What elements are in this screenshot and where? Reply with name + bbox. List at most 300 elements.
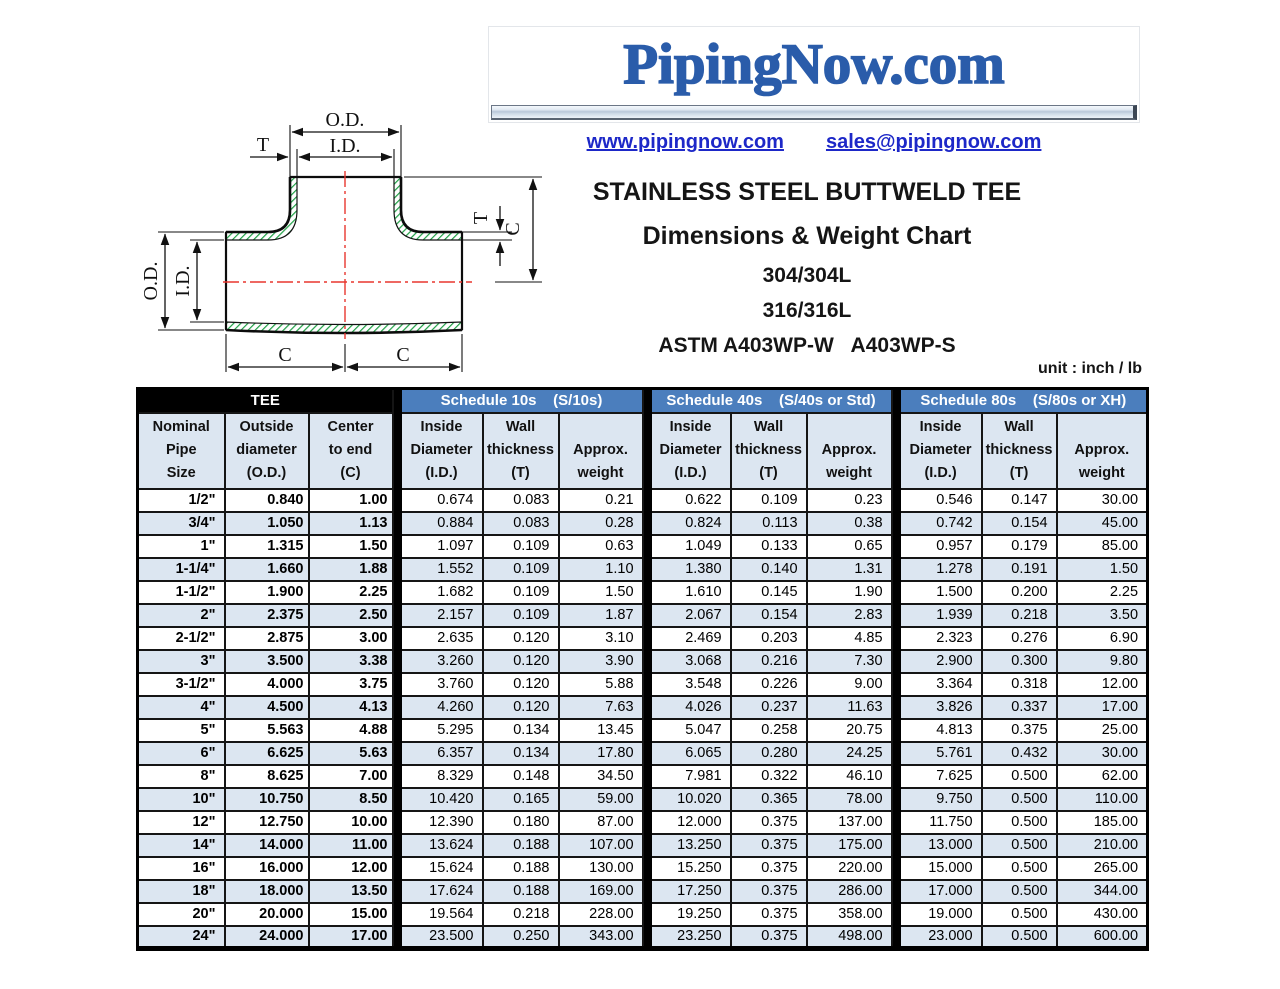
cell-weight-10s: 1.50: [559, 581, 643, 604]
cell-id-10s: 13.624: [401, 834, 483, 857]
col-header-line: Inside: [919, 418, 962, 435]
group-separator: [643, 413, 651, 489]
cell-weight-10s: 0.28: [559, 512, 643, 535]
group-separator: [892, 926, 900, 949]
cell-weight-40s: 20.75: [807, 719, 892, 742]
cell-weight-80s: 25.00: [1057, 719, 1148, 742]
group-separator: [393, 811, 401, 834]
cell-weight-80s: 62.00: [1057, 765, 1148, 788]
cell-id-80s: 17.000: [900, 880, 982, 903]
cell-wall-80s: 0.147: [982, 489, 1057, 512]
cell-weight-80s: 600.00: [1057, 926, 1148, 949]
cell-weight-10s: 13.45: [559, 719, 643, 742]
cell-id-40s: 2.067: [651, 604, 731, 627]
cell-wall-80s: 0.500: [982, 857, 1057, 880]
group-separator: [892, 389, 900, 413]
cell-outside-diameter: 12.750: [225, 811, 309, 834]
col-header-line: Diameter: [909, 441, 972, 458]
col-header-line: [560, 416, 642, 439]
cell-weight-80s: 30.00: [1057, 489, 1148, 512]
col-header-wall-40s: [731, 413, 807, 489]
cell-id-80s: 0.742: [900, 512, 982, 535]
group-separator: [643, 765, 651, 788]
cell-wall-10s: 0.180: [483, 811, 559, 834]
group-separator: [393, 535, 401, 558]
col-header-line: Diameter: [659, 441, 722, 458]
cell-center-to-end: 3.00: [309, 627, 393, 650]
cell-wall-40s: 0.375: [731, 857, 807, 880]
col-header-line: diameter: [236, 441, 297, 458]
cell-nominal-size: 24": [138, 926, 225, 949]
cell-center-to-end: 15.00: [309, 903, 393, 926]
cell-id-80s: 7.625: [900, 765, 982, 788]
group-separator: [643, 742, 651, 765]
group-separator: [393, 926, 401, 949]
cell-nominal-size: 14": [138, 834, 225, 857]
cell-nominal-size: 3/4": [138, 512, 225, 535]
dim-label-c-right: C: [502, 222, 524, 236]
cell-id-80s: 3.826: [900, 696, 982, 719]
cell-outside-diameter: 5.563: [225, 719, 309, 742]
group-separator: [892, 512, 900, 535]
cell-wall-80s: 0.337: [982, 696, 1057, 719]
group-separator: [643, 696, 651, 719]
group-header-sch40s: Schedule 40s (S/40s or Std): [651, 389, 892, 413]
group-header-sch10s: Schedule 10s (S/10s): [401, 389, 643, 413]
group-separator: [892, 489, 900, 512]
cell-weight-10s: 228.00: [559, 903, 643, 926]
cell-id-40s: 23.250: [651, 926, 731, 949]
cell-weight-40s: 4.85: [807, 627, 892, 650]
cell-id-80s: 23.000: [900, 926, 982, 949]
cell-weight-80s: 6.90: [1057, 627, 1148, 650]
cell-weight-40s: 9.00: [807, 673, 892, 696]
col-header-line: weight: [826, 464, 872, 481]
cell-id-40s: 19.250: [651, 903, 731, 926]
cell-weight-10s: 59.00: [559, 788, 643, 811]
cell-wall-10s: 0.120: [483, 650, 559, 673]
cell-center-to-end: 11.00: [309, 834, 393, 857]
wall-hatch-top-right: [394, 177, 462, 240]
cell-center-to-end: 5.63: [309, 742, 393, 765]
cell-id-10s: 0.674: [401, 489, 483, 512]
group-separator: [892, 558, 900, 581]
col-header-line: Nominal: [152, 418, 210, 435]
col-header-line: Size: [166, 464, 196, 481]
cell-weight-40s: 78.00: [807, 788, 892, 811]
cell-center-to-end: 2.25: [309, 581, 393, 604]
cell-weight-80s: 185.00: [1057, 811, 1148, 834]
cell-outside-diameter: 4.500: [225, 696, 309, 719]
col-header-line: (T): [1009, 464, 1029, 481]
cell-weight-40s: 1.90: [807, 581, 892, 604]
cell-weight-10s: 107.00: [559, 834, 643, 857]
table-row: [138, 627, 1148, 650]
cell-center-to-end: 1.00: [309, 489, 393, 512]
cell-wall-10s: 0.120: [483, 673, 559, 696]
cell-outside-diameter: 6.625: [225, 742, 309, 765]
col-header-outside-diameter: [225, 413, 309, 489]
col-header-line: Approx.: [821, 441, 877, 458]
cell-weight-40s: 220.00: [807, 857, 892, 880]
cell-wall-80s: 0.500: [982, 811, 1057, 834]
group-separator: [393, 604, 401, 627]
cell-outside-diameter: 3.500: [225, 650, 309, 673]
cell-id-10s: 8.329: [401, 765, 483, 788]
cell-outside-diameter: 8.625: [225, 765, 309, 788]
group-separator: [643, 389, 651, 413]
cell-outside-diameter: 1.315: [225, 535, 309, 558]
cell-wall-40s: 0.365: [731, 788, 807, 811]
cell-weight-10s: 3.10: [559, 627, 643, 650]
astm-spec: ASTM A403WP-W A403WP-S: [658, 334, 956, 357]
cell-weight-80s: 45.00: [1057, 512, 1148, 535]
cell-nominal-size: 5": [138, 719, 225, 742]
cell-id-80s: 5.761: [900, 742, 982, 765]
col-header-line: (I.D.): [924, 464, 957, 481]
cell-id-80s: 19.000: [900, 903, 982, 926]
cell-nominal-size: 18": [138, 880, 225, 903]
cell-nominal-size: 6": [138, 742, 225, 765]
table-row: [138, 880, 1148, 903]
group-separator: [393, 765, 401, 788]
col-header-id-80s: [900, 413, 982, 489]
group-separator: [892, 903, 900, 926]
table-row: [138, 489, 1148, 512]
group-separator: [643, 926, 651, 949]
group-separator: [892, 811, 900, 834]
email-link[interactable]: sales@pipingnow.com: [825, 131, 1042, 153]
group-separator: [393, 742, 401, 765]
cell-weight-10s: 1.10: [559, 558, 643, 581]
cell-wall-40s: 0.322: [731, 765, 807, 788]
table-row: [138, 788, 1148, 811]
group-separator: [892, 650, 900, 673]
col-header-wall-80s: [982, 413, 1057, 489]
cell-nominal-size: 8": [138, 765, 225, 788]
cell-nominal-size: 2": [138, 604, 225, 627]
cell-wall-40s: 0.375: [731, 926, 807, 949]
table-row: [138, 558, 1148, 581]
cell-outside-diameter: 4.000: [225, 673, 309, 696]
group-separator: [393, 696, 401, 719]
cell-id-80s: 0.957: [900, 535, 982, 558]
col-header-wall-10s: [483, 413, 559, 489]
cell-weight-10s: 0.21: [559, 489, 643, 512]
cell-id-40s: 0.824: [651, 512, 731, 535]
cell-weight-40s: 46.10: [807, 765, 892, 788]
cell-center-to-end: 10.00: [309, 811, 393, 834]
cell-wall-10s: 0.120: [483, 627, 559, 650]
col-header-line: thickness: [735, 441, 802, 458]
cell-center-to-end: 2.50: [309, 604, 393, 627]
cell-outside-diameter: 2.875: [225, 627, 309, 650]
dimensions-weight-table: [136, 387, 1149, 951]
cell-nominal-size: 4": [138, 696, 225, 719]
cell-id-40s: 0.622: [651, 489, 731, 512]
group-separator: [643, 627, 651, 650]
group-separator: [393, 581, 401, 604]
cell-id-10s: 1.682: [401, 581, 483, 604]
table-row: [138, 742, 1148, 765]
cell-id-10s: 0.884: [401, 512, 483, 535]
dim-label-id-top: I.D.: [329, 135, 361, 157]
cell-wall-80s: 0.500: [982, 765, 1057, 788]
cell-weight-40s: 1.31: [807, 558, 892, 581]
table-row: [138, 811, 1148, 834]
cell-weight-40s: 0.65: [807, 535, 892, 558]
cell-id-40s: 13.250: [651, 834, 731, 857]
cell-weight-40s: 0.23: [807, 489, 892, 512]
group-separator: [892, 834, 900, 857]
cell-weight-10s: 0.63: [559, 535, 643, 558]
cell-wall-80s: 0.432: [982, 742, 1057, 765]
col-header-line: thickness: [985, 441, 1053, 458]
cell-wall-80s: 0.500: [982, 788, 1057, 811]
col-header-line: (C): [340, 464, 361, 481]
table-row: [138, 903, 1148, 926]
table-row: [138, 673, 1148, 696]
cell-weight-80s: 30.00: [1057, 742, 1148, 765]
cell-wall-40s: 0.203: [731, 627, 807, 650]
col-header-line: (T): [759, 464, 778, 481]
cell-weight-10s: 1.87: [559, 604, 643, 627]
grade-304: 304/304L: [762, 264, 852, 287]
cell-wall-40s: 0.280: [731, 742, 807, 765]
column-header-row: [138, 413, 1148, 489]
group-separator: [393, 880, 401, 903]
cell-outside-diameter: 2.375: [225, 604, 309, 627]
cell-weight-80s: 265.00: [1057, 857, 1148, 880]
cell-id-40s: 7.981: [651, 765, 731, 788]
col-header-line: (I.D.): [425, 464, 458, 481]
tee-dimension-diagram: [140, 98, 560, 388]
col-header-line: Outside: [239, 418, 294, 435]
group-separator: [393, 788, 401, 811]
cell-id-10s: 23.500: [401, 926, 483, 949]
cell-wall-80s: 0.179: [982, 535, 1057, 558]
cell-id-10s: 1.552: [401, 558, 483, 581]
group-separator: [643, 581, 651, 604]
logo-text: PipingNow.com: [623, 33, 1005, 96]
cell-wall-10s: 0.109: [483, 581, 559, 604]
logo-box: [488, 26, 1140, 123]
dim-label-c-bottom-right: C: [396, 344, 410, 366]
cell-wall-40s: 0.375: [731, 834, 807, 857]
cell-weight-10s: 87.00: [559, 811, 643, 834]
col-header-line: Pipe: [165, 441, 197, 458]
cell-wall-40s: 0.375: [731, 880, 807, 903]
cell-wall-80s: 0.318: [982, 673, 1057, 696]
group-separator: [643, 604, 651, 627]
cell-wall-10s: 0.218: [483, 903, 559, 926]
cell-weight-10s: 130.00: [559, 857, 643, 880]
cell-weight-40s: 286.00: [807, 880, 892, 903]
col-header-line: weight: [577, 464, 624, 481]
cell-id-80s: 1.500: [900, 581, 982, 604]
group-separator: [393, 673, 401, 696]
cell-wall-40s: 0.145: [731, 581, 807, 604]
cell-nominal-size: 1": [138, 535, 225, 558]
cell-nominal-size: 10": [138, 788, 225, 811]
cell-outside-diameter: 1.900: [225, 581, 309, 604]
cell-id-40s: 15.250: [651, 857, 731, 880]
cell-center-to-end: 17.00: [309, 926, 393, 949]
group-separator: [643, 558, 651, 581]
group-separator: [643, 788, 651, 811]
cell-wall-40s: 0.113: [731, 512, 807, 535]
extension-lines: [158, 125, 542, 372]
group-separator: [393, 558, 401, 581]
dim-label-t-right: T: [470, 211, 492, 225]
col-header-id-10s: [401, 413, 483, 489]
group-separator: [393, 857, 401, 880]
cell-nominal-size: 1/2": [138, 489, 225, 512]
cell-wall-80s: 0.375: [982, 719, 1057, 742]
col-header-weight-10s: [559, 413, 643, 489]
tee-outline: [226, 177, 462, 333]
cell-center-to-end: 7.00: [309, 765, 393, 788]
col-header-line: Diameter: [410, 441, 473, 458]
grade-316: 316/316L: [762, 299, 852, 322]
cell-center-to-end: 1.13: [309, 512, 393, 535]
cell-wall-40s: 0.140: [731, 558, 807, 581]
dim-label-t-top: T: [256, 134, 270, 156]
cell-wall-40s: 0.375: [731, 811, 807, 834]
cell-weight-80s: 344.00: [1057, 880, 1148, 903]
cell-wall-40s: 0.258: [731, 719, 807, 742]
table-body: [138, 489, 1148, 949]
cell-wall-10s: 0.109: [483, 558, 559, 581]
group-separator: [892, 696, 900, 719]
group-separator: [643, 650, 651, 673]
cell-wall-10s: 0.134: [483, 742, 559, 765]
cell-center-to-end: 1.88: [309, 558, 393, 581]
group-separator: [892, 742, 900, 765]
cell-wall-10s: 0.188: [483, 834, 559, 857]
cell-id-40s: 12.000: [651, 811, 731, 834]
cell-id-80s: 1.939: [900, 604, 982, 627]
cell-id-10s: 12.390: [401, 811, 483, 834]
cell-id-10s: 6.357: [401, 742, 483, 765]
contact-links: [488, 131, 1140, 154]
cell-nominal-size: 2-1/2": [138, 627, 225, 650]
cell-weight-80s: 2.25: [1057, 581, 1148, 604]
group-separator: [393, 389, 401, 413]
group-separator: [892, 413, 900, 489]
cell-outside-diameter: 16.000: [225, 857, 309, 880]
cell-id-40s: 5.047: [651, 719, 731, 742]
cell-wall-10s: 0.109: [483, 535, 559, 558]
group-header-tee: TEE: [138, 389, 393, 413]
group-header-sch80s: Schedule 80s (S/80s or XH): [900, 389, 1148, 413]
col-header-line: (T): [511, 464, 530, 481]
cell-weight-10s: 34.50: [559, 765, 643, 788]
cell-id-80s: 15.000: [900, 857, 982, 880]
col-header-nominal-size: [138, 413, 225, 489]
cell-nominal-size: 16": [138, 857, 225, 880]
group-separator: [892, 673, 900, 696]
cell-weight-10s: 5.88: [559, 673, 643, 696]
col-header-line: Approx.: [1074, 441, 1130, 458]
cell-outside-diameter: 10.750: [225, 788, 309, 811]
group-separator: [643, 489, 651, 512]
cell-wall-10s: 0.109: [483, 604, 559, 627]
cell-wall-40s: 0.237: [731, 696, 807, 719]
col-header-line: Wall: [753, 418, 784, 435]
cell-wall-10s: 0.120: [483, 696, 559, 719]
col-header-line: Inside: [669, 418, 712, 435]
group-separator: [643, 834, 651, 857]
cell-outside-diameter: 14.000: [225, 834, 309, 857]
group-separator: [643, 673, 651, 696]
group-separator: [892, 788, 900, 811]
group-header-row: [138, 389, 1148, 413]
col-header-center-to-end: [309, 413, 393, 489]
cell-nominal-size: 3": [138, 650, 225, 673]
page-title: STAINLESS STEEL BUTTWELD TEE: [592, 178, 1022, 206]
cell-id-80s: 0.546: [900, 489, 982, 512]
cell-nominal-size: 3-1/2": [138, 673, 225, 696]
cell-wall-40s: 0.216: [731, 650, 807, 673]
cell-id-40s: 17.250: [651, 880, 731, 903]
cell-weight-80s: 430.00: [1057, 903, 1148, 926]
group-separator: [892, 765, 900, 788]
group-separator: [393, 489, 401, 512]
cell-wall-80s: 0.300: [982, 650, 1057, 673]
cell-wall-10s: 0.083: [483, 512, 559, 535]
cell-id-40s: 4.026: [651, 696, 731, 719]
table-row: [138, 650, 1148, 673]
table-row: [138, 535, 1148, 558]
group-separator: [892, 857, 900, 880]
dim-label-od-left: O.D.: [140, 261, 162, 301]
group-separator: [892, 581, 900, 604]
group-separator: [393, 650, 401, 673]
group-separator: [892, 719, 900, 742]
cell-weight-40s: 175.00: [807, 834, 892, 857]
cell-id-10s: 19.564: [401, 903, 483, 926]
logo-divider-bar: [491, 105, 1137, 120]
col-header-line: [808, 416, 891, 439]
cell-outside-diameter: 1.050: [225, 512, 309, 535]
table-row: [138, 604, 1148, 627]
wall-hatch-top-left: [226, 177, 297, 240]
cell-id-10s: 2.635: [401, 627, 483, 650]
table-row: [138, 581, 1148, 604]
col-header-line: weight: [1078, 464, 1125, 481]
cell-center-to-end: 3.38: [309, 650, 393, 673]
cell-weight-40s: 7.30: [807, 650, 892, 673]
cell-id-80s: 2.323: [900, 627, 982, 650]
cell-id-10s: 3.260: [401, 650, 483, 673]
cell-wall-10s: 0.188: [483, 880, 559, 903]
col-header-id-40s: [651, 413, 731, 489]
cell-nominal-size: 1-1/4": [138, 558, 225, 581]
website-link[interactable]: www.pipingnow.com: [586, 131, 784, 153]
cell-wall-10s: 0.165: [483, 788, 559, 811]
cell-center-to-end: 12.00: [309, 857, 393, 880]
table-row: [138, 696, 1148, 719]
cell-outside-diameter: 0.840: [225, 489, 309, 512]
cell-id-40s: 10.020: [651, 788, 731, 811]
cell-weight-10s: 7.63: [559, 696, 643, 719]
cell-id-10s: 2.157: [401, 604, 483, 627]
cell-id-80s: 9.750: [900, 788, 982, 811]
cell-weight-80s: 1.50: [1057, 558, 1148, 581]
cell-weight-40s: 0.38: [807, 512, 892, 535]
group-separator: [892, 880, 900, 903]
